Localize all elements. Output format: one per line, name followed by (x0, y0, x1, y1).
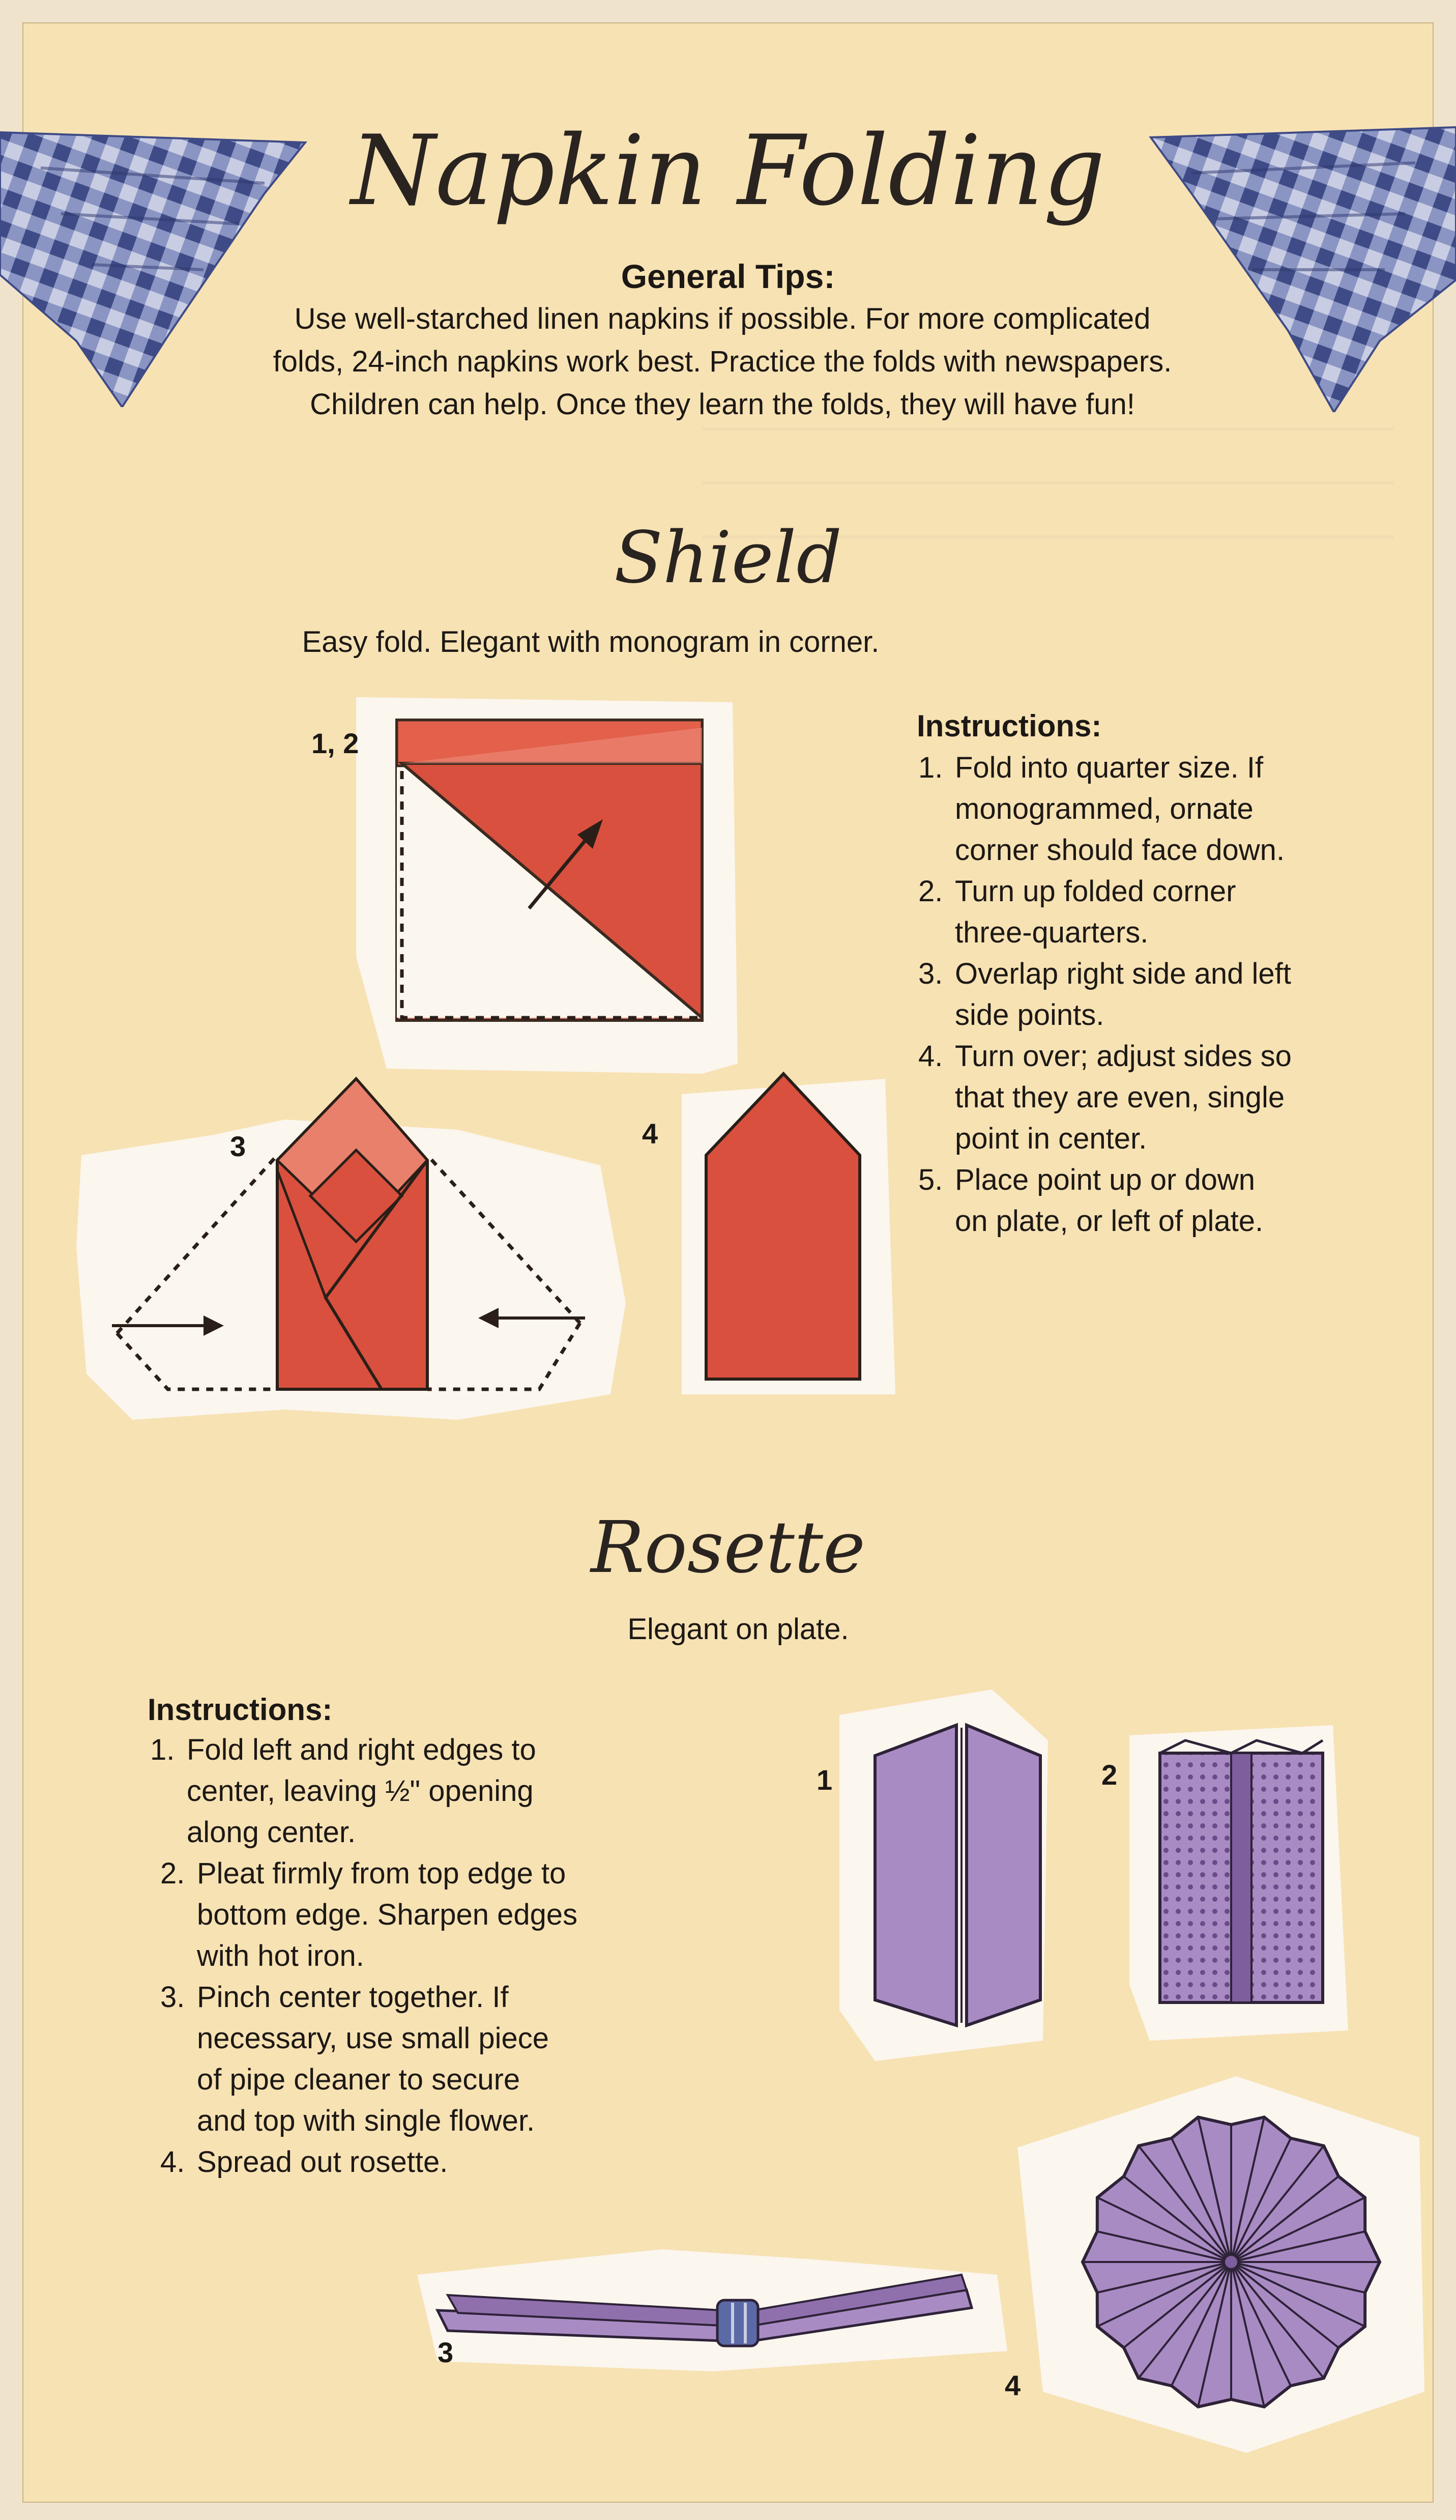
step-text: along center. (187, 1816, 356, 1849)
general-tips-line: Children can help. Once they learn the folds, they will have fun! (310, 388, 1135, 421)
step-text: monogrammed, ornate (955, 792, 1254, 825)
general-tips-line: Use well-starched linen napkins if possible. For more complicated (294, 302, 1151, 335)
rosette-title: Rosette (591, 1506, 865, 1589)
shield-step-3-label: 3 (230, 1130, 246, 1162)
step-text: with hot iron. (197, 1939, 364, 1972)
shield-step-1-2-label: 1, 2 (311, 727, 359, 759)
step-number: 4. (160, 2145, 185, 2179)
step-text: Spread out rosette. (197, 2145, 448, 2179)
shield-step-4-label: 4 (642, 1118, 658, 1150)
step-text: Overlap right side and left (955, 957, 1291, 990)
step-text: Place point up or down (955, 1163, 1256, 1196)
step-text: necessary, use small piece (197, 2022, 549, 2055)
rosette-step-3-label: 3 (438, 2336, 454, 2368)
step-number: 3. (160, 1981, 185, 2014)
step-text: point in center. (955, 1122, 1147, 1155)
rosette-step-2-label: 2 (1101, 1759, 1118, 1791)
shield-subtitle: Easy fold. Elegant with monogram in corner. (302, 625, 880, 658)
step-text: center, leaving ½" opening (187, 1774, 534, 1808)
step-text: Fold left and right edges to (187, 1733, 536, 1766)
rosette-subtitle: Elegant on plate. (627, 1613, 849, 1646)
step-text: on plate, or left of plate. (955, 1205, 1264, 1238)
step-number: 1. (150, 1733, 175, 1766)
step-text: that they are even, single (955, 1081, 1285, 1114)
step-text: side points. (955, 998, 1104, 1032)
step-text: Fold into quarter size. If (955, 751, 1264, 784)
step-number: 4. (918, 1040, 943, 1073)
page-title: Napkin Folding (351, 114, 1105, 227)
step-text: corner should face down. (955, 834, 1285, 867)
rosette-instructions-heading: Instructions: (148, 1693, 333, 1727)
rosette-step-4-label: 4 (1005, 2369, 1021, 2401)
rosette-step-1-label: 1 (817, 1764, 833, 1796)
step-number: 3. (918, 957, 943, 990)
step-text: Turn up folded corner (955, 875, 1236, 908)
step-text: of pipe cleaner to secure (197, 2063, 520, 2096)
step-number: 1. (918, 751, 943, 784)
shield-title: Shield (614, 517, 842, 599)
general-tips-line: folds, 24-inch napkins work best. Practice the folds with newspapers. (273, 345, 1172, 378)
step-number: 2. (918, 875, 943, 908)
step-number: 2. (160, 1857, 185, 1890)
step-text: Pinch center together. If (197, 1981, 509, 2014)
step-text: Turn over; adjust sides so (955, 1040, 1292, 1073)
rosette-step-2-diagram (1160, 1740, 1323, 2002)
general-tips-heading: General Tips: (621, 257, 835, 295)
step-number: 5. (918, 1163, 943, 1196)
rosette-step-1-diagram (875, 1725, 1040, 2025)
step-text: Pleat firmly from top edge to (197, 1857, 566, 1890)
rosette-center (1224, 2255, 1238, 2269)
step-text: and top with single flower. (197, 2104, 535, 2137)
step-text: three-quarters. (955, 916, 1149, 949)
shield-instructions-heading: Instructions: (917, 709, 1102, 743)
step-text: bottom edge. Sharpen edges (197, 1898, 578, 1931)
